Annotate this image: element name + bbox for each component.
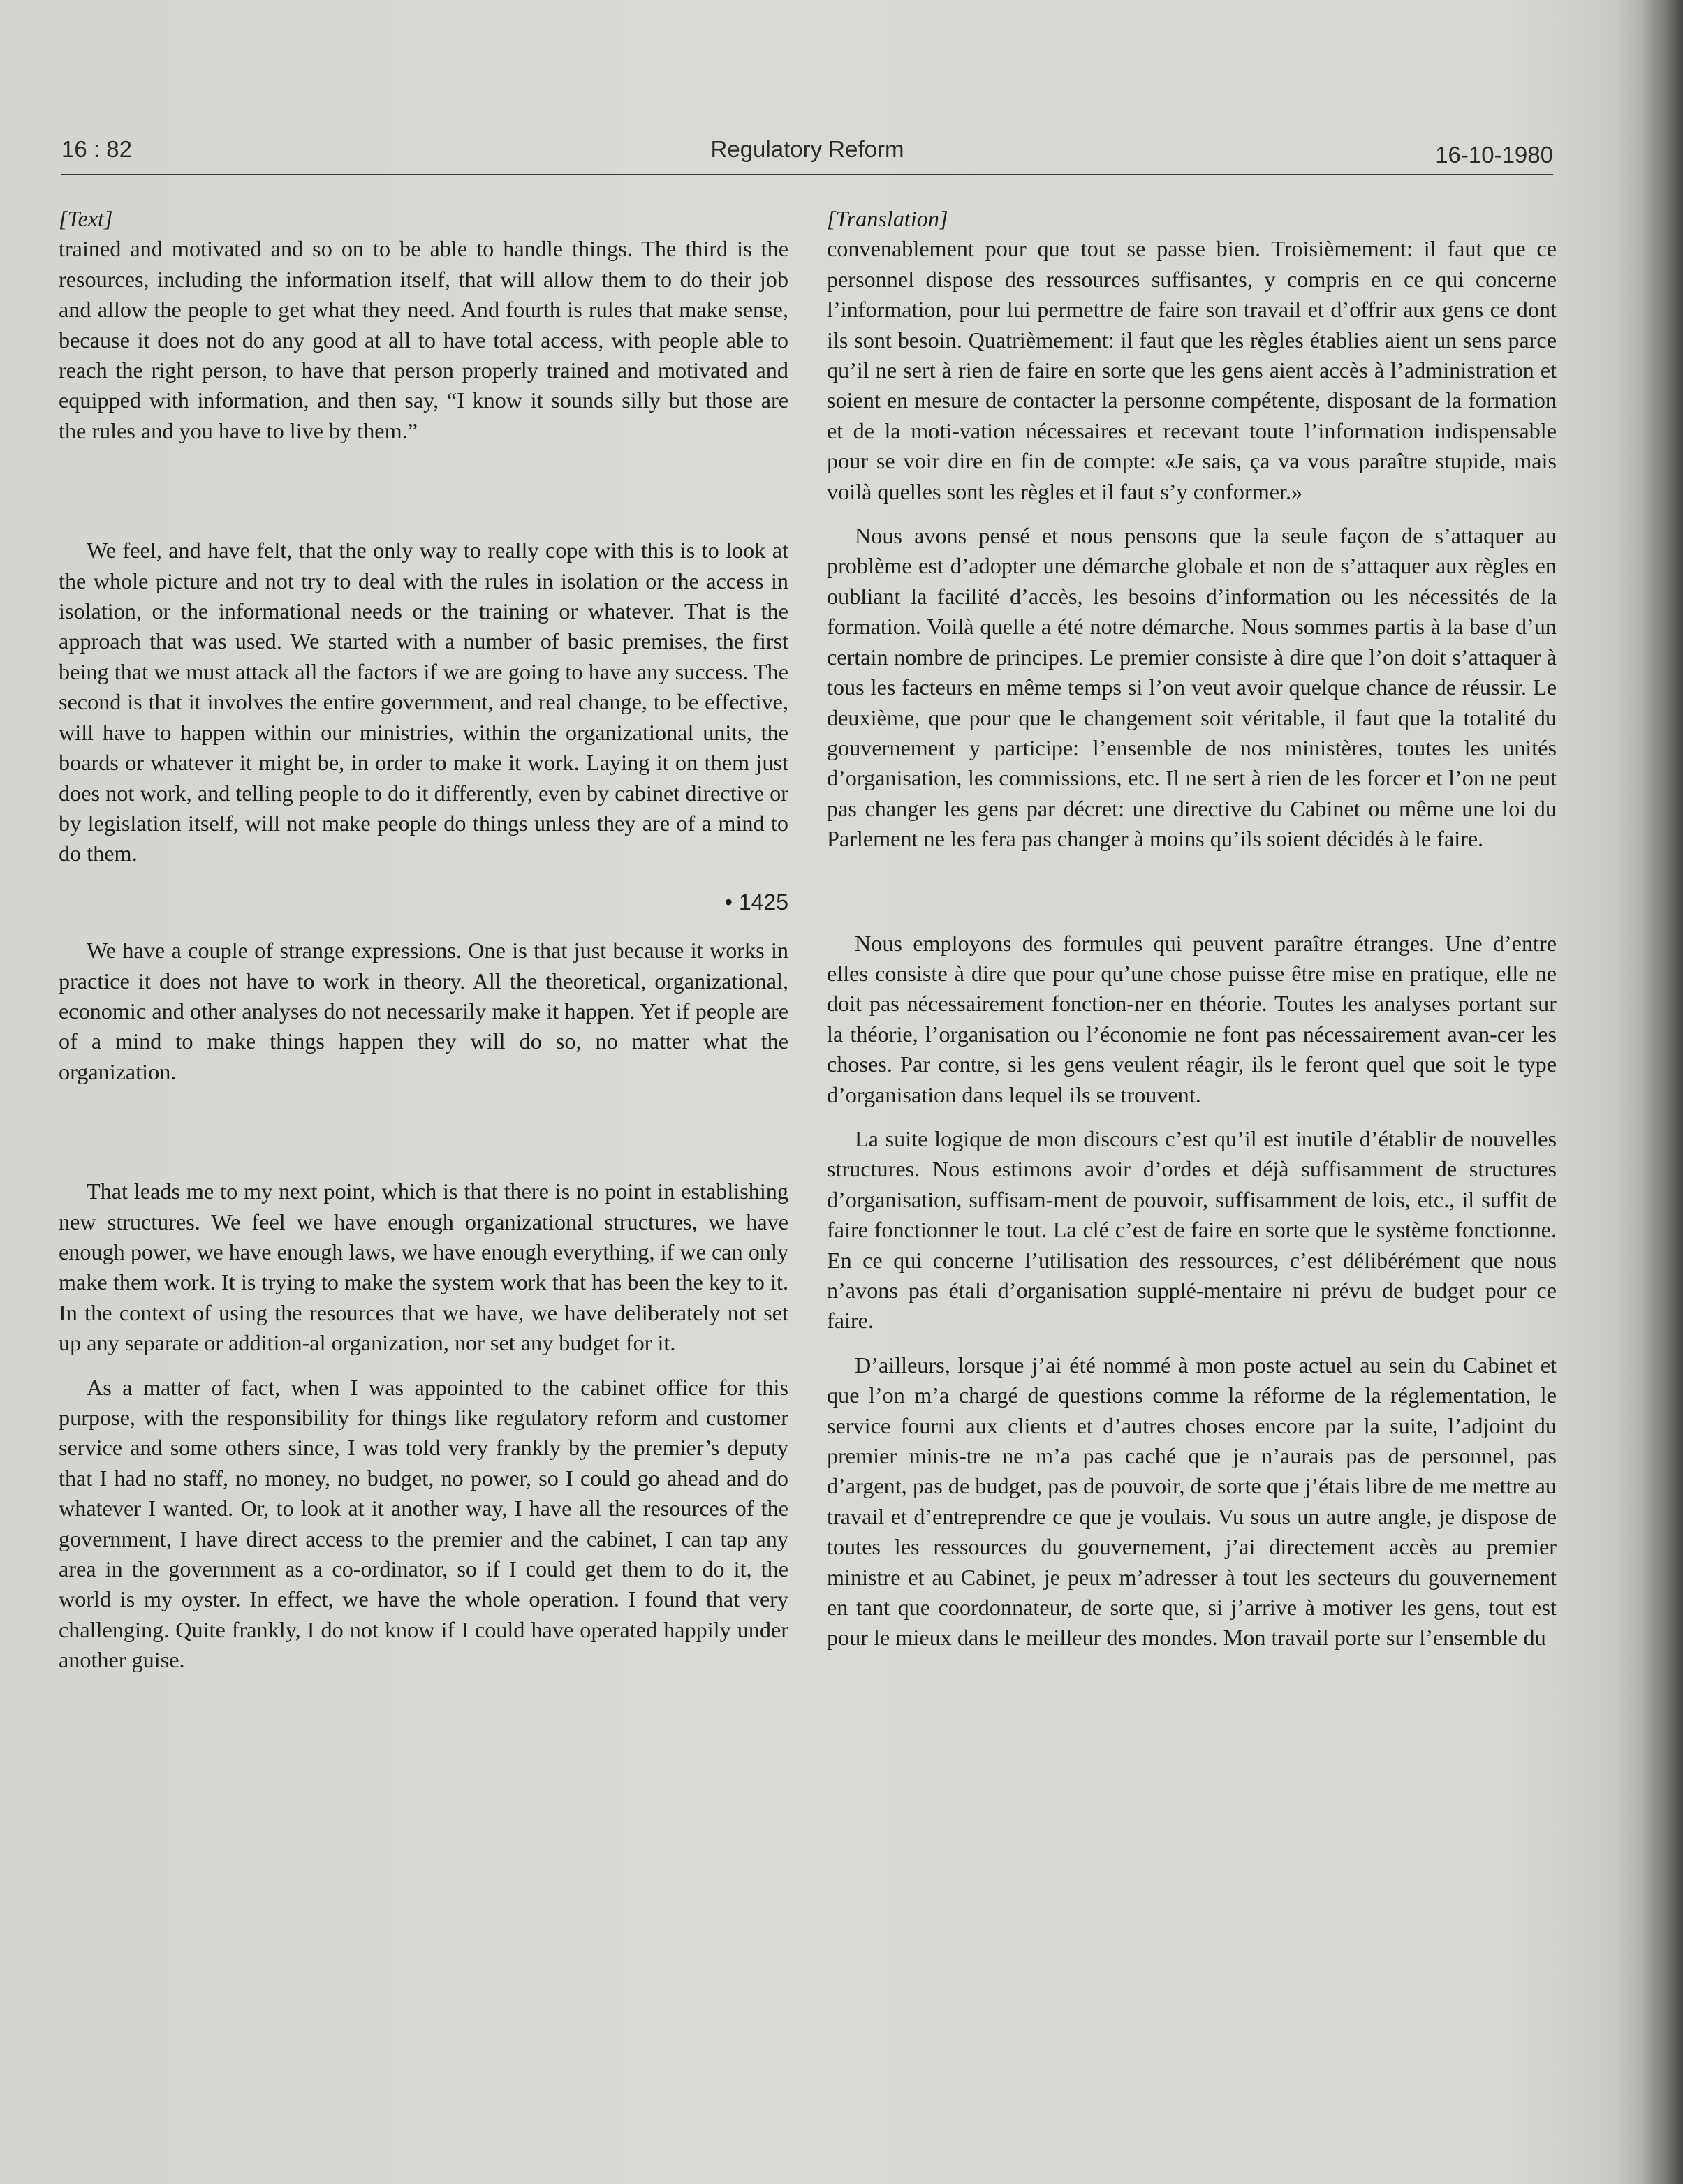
- paragraph: Nous employons des formules qui peuvent paraître étranges. Une d’entre elles consiste à dire que pour qu’une chose puisse être mise en pratique, elle ne doit pas nécessairement fonction-ner en théorie. Toutes les analyses portant sur la théorie, l’organisation ou l’économie ne font pas nécessairement avan-cer les choses. Par contre, si les gens veulent réagir, ils le feront quel que soit le type d’organisation dans lequel ils se trouvent.: [827, 930, 1557, 1107]
- spacer: [59, 917, 788, 936]
- spacer: [827, 1336, 1557, 1350]
- page-number: 16 : 82: [61, 136, 132, 162]
- time-marker: • 1425: [724, 889, 788, 915]
- spacer: [59, 869, 788, 887]
- binding-shadow: [1641, 0, 1683, 2184]
- paragraph: convenablement pour que tout se passe bien. Troisièmement: il faut que ce personnel dispose des ressources suffisantes, y compris en ce qui concerne l’information, pour lui permettre de faire son travail et d’offrir aux gens ce dont ils sont besoin. Quatrièmement: il faut que les règles établies aient un sens parce qu’il ne sert à rien de faire en sorte que les gens aient accès à l’administration et soient en mesure de contacter la personne compétente, disposant de la formation et de la moti-vation nécessaires et recevant toute l’information indispensable pour se voir dire en fin de compte: «Je sais, ça va vous paraître stupide, mais voilà quelles sont les règles et il faut s’y conformer.»: [827, 236, 1557, 504]
- column-label-text: [Text]: [59, 206, 113, 231]
- paragraph: Nous avons pensé et nous pensons que la seule façon de s’attaquer au problème est d’adopter une démarche globale et non de s’attaquer aux règles en oubliant la facilité d’accès, les besoins d’information ou les nécessités de la formation. Voilà quelle a été notre démarche. Nous sommes partis à la base d’un certain nombre de principes. Le premier consiste à dire que l’on doit s’attaquer à tous les facteurs en même temps si l’on veut avoir quelque chance de réussir. Le deuxième, que pour que le changement soit véritable, il faut que la totalité du gouvernement y participe: l’ensemble de nos ministères, toutes les unités d’organisation, les commissions, etc. Il ne sert à rien de les forcer et l’on ne peut pas changer les gens par décret: une directive du Cabinet ou même une loi du Parlement ne les fera pas changer à moins qu’ils soient décidés à le faire.: [827, 523, 1557, 852]
- spacer: [827, 1110, 1557, 1124]
- paragraph: As a matter of fact, when I was appointed to the cabinet office for this purpose, with the responsibility for things like regulatory reform and customer service and some others since, I was told very frankly by the premier’s deputy that I had no staff, no money, no budget, no power, so I could go ahead and do whatever I wanted. Or, to look at it another way, I have all the resources of the government, I have direct access to the premier and the cabinet, I can tap any area in the government as a co-ordinator, so if I could get them to do it, the world is my oyster. In effect, we have the whole operation. I found that very challenging. Quite frankly, I do not know if I could have operated happily under another guise.: [59, 1374, 788, 1673]
- spacer: [827, 507, 1557, 521]
- page-header: [61, 136, 1553, 175]
- paragraph: D’ailleurs, lorsque j’ai été nommé à mon poste actuel au sein du Cabinet et que l’on m’a chargé de questions comme la réforme de la réglementation, le service fourni aux clients et d’autres choses encore par la suite, l’adjoint du premier minis-tre ne m’a pas caché que je n’aurais pas de personnel, pas d’argent, pas de budget, pas de pouvoir, de sorte que j’étais libre de me mettre au travail et d’entreprendre ce que je voulais. Vu sous un autre angle, je dispose de toutes les ressources du gouvernement, j’ai directement accès au premier ministre et au Cabinet, je peux m’adresser à tout les secteurs du gouvernement en tant que coordonnateur, de sorte que, si j’arrive à motiver les gens, tout est pour le mieux dans le meilleur des mondes. Mon travail porte sur l’ensemble du: [827, 1352, 1557, 1651]
- french-column: [827, 204, 1557, 1653]
- spacer: [827, 855, 1557, 929]
- paragraph: We feel, and have felt, that the only way to really cope with this is to look at the whole picture and not try to deal with the rules in isolation or the access in isolation, or the informational needs or the training or whatever. That is the approach that was used. We started with a number of basic premises, the first being that we must attack all the factors if we are going to have any success. The second is that it involves the entire government, and real change, to be effective, will have to happen within our ministries, within the organizational units, the boards or whatever it might be, in order to make it work. Laying it on them just does not work, and telling people to do it differently, even by cabinet directive or by legislation itself, will not make people do things unless they are of a mind to do them.: [59, 538, 788, 866]
- spacer: [59, 446, 788, 536]
- spacer: [59, 1359, 788, 1373]
- paragraph: La suite logique de mon discours c’est qu’il est inutile d’établir de nouvelles structures. Nous estimons avoir d’ordes et déjà suffisamment de structures d’organisation, suffisam-ment de pouvoir, suffisamment de lois, etc., il suffit de faire fonctionner le tout. La clé c’est de faire en sorte que le système fonctionne. En ce qui concerne l’utilisation des ressources, c’est délibérément que nous n’avons pas étali d’organisation supplé-mentaire ni prévu de budget pour ce faire.: [827, 1126, 1557, 1334]
- running-title: Regulatory Reform: [710, 136, 904, 162]
- english-column: [59, 204, 788, 1676]
- column-label-translation: [Translation]: [827, 206, 948, 231]
- paragraph: That leads me to my next point, which is that there is no point in establishing new structures. We feel we have enough organizational structures, we have enough power, we have enough laws, we have enough everything, if we can only make them work. It is trying to make the system work that has been the key to it. In the context of using the resources that we have, we have deliberately not set up any separate or addition-al organization, nor set any budget for it.: [59, 1179, 788, 1356]
- page-date: 16-10-1980: [1435, 142, 1553, 168]
- paragraph: We have a couple of strange expressions. One is that just because it works in practice it does not have to work in theory. All the theoretical, organizational, economic and other analyses do not necessarily make it happen. Yet if people are of a mind to make things happen they will do so, no matter what the organization.: [59, 938, 788, 1084]
- paragraph: trained and motivated and so on to be able to handle things. The third is the resources, including the information itself, that will allow them to do their job and allow the people to get what they need. And fourth is rules that make sense, because it does not do any good at all to have total access, with people able to reach the right person, to have that person properly trained and motivated and equipped with information, and then say, “I know it sounds silly but those are the rules and you have to live by them.”: [59, 236, 788, 443]
- spacer: [59, 1087, 788, 1176]
